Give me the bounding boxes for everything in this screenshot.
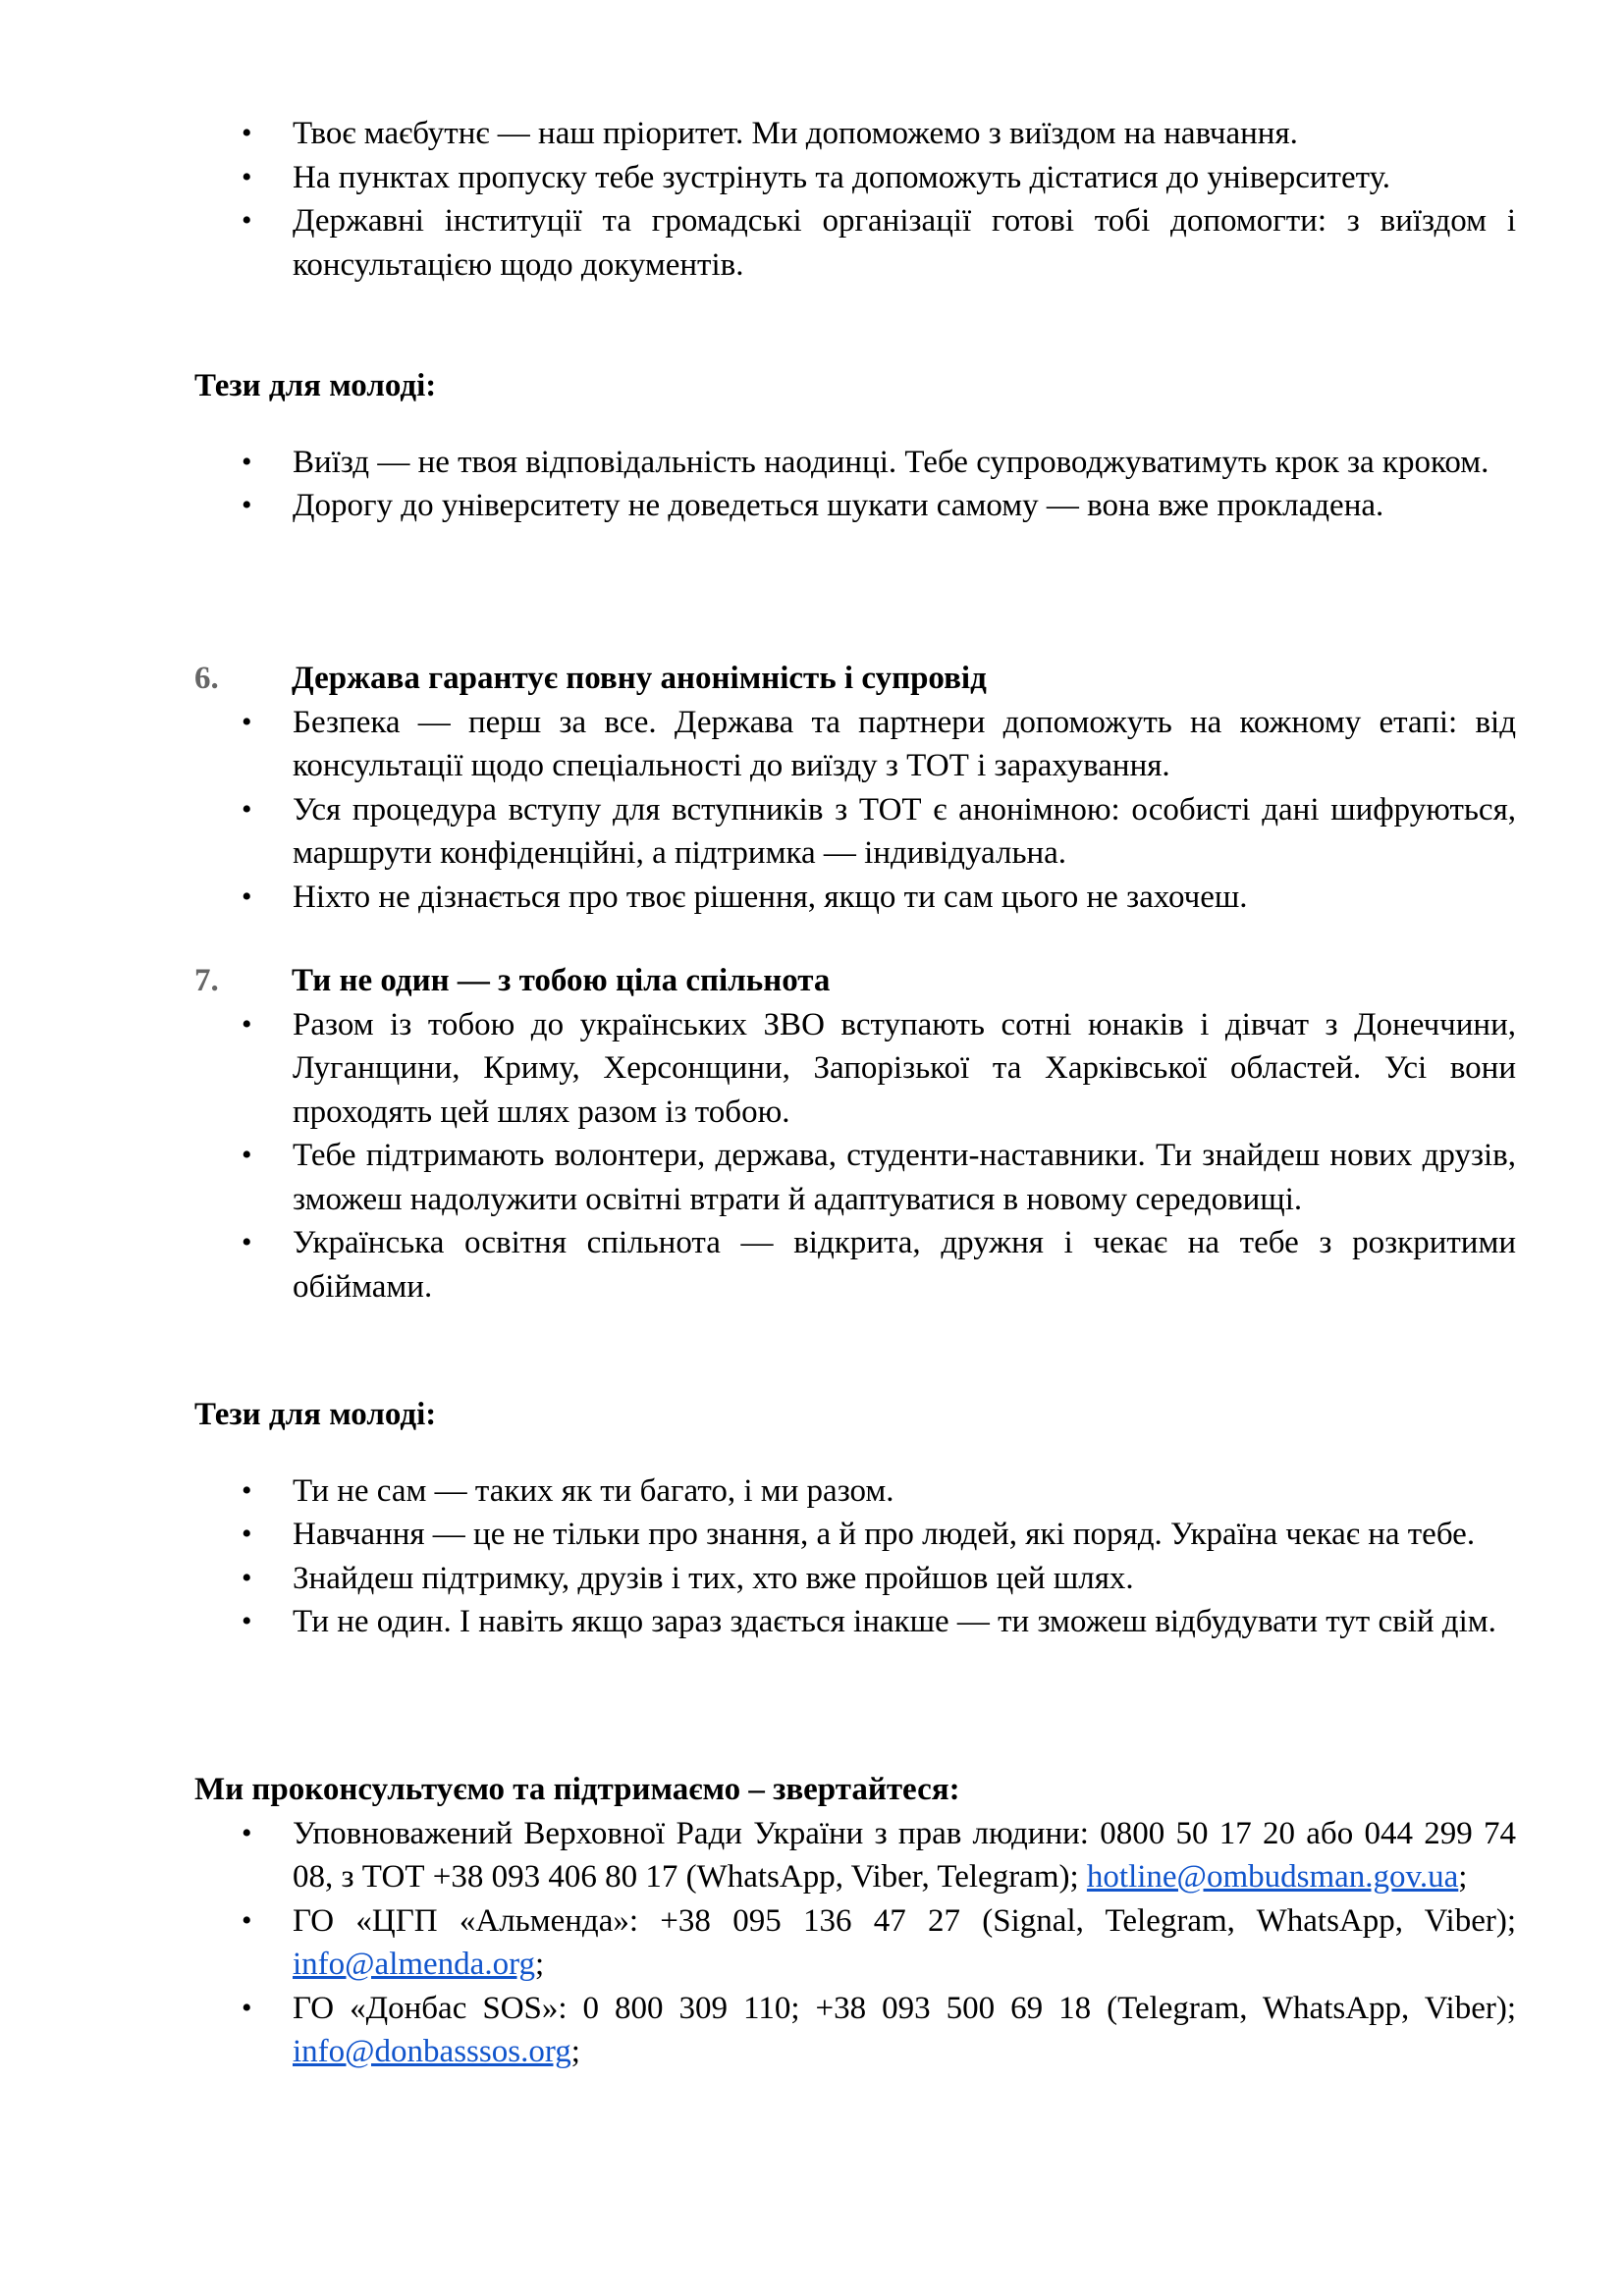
- list-item: • Знайдеш підтримку, друзів і тих, хто вже пройшов цей шлях.: [194, 1557, 1516, 1601]
- section-7: [194, 959, 1516, 1308]
- list-item: • Твоє маєбутнє — наш пріоритет. Ми допоможемо з виїздом на навчання.: [194, 112, 1516, 156]
- youth-theses-1: [194, 364, 1516, 528]
- youth-theses-2: [194, 1393, 1516, 1644]
- email-link-almenda[interactable]: info@almenda.org: [293, 1947, 535, 1982]
- contact-suffix: ;: [534, 1947, 545, 1982]
- section-7-list: [194, 1003, 1516, 1309]
- list-item: • Уся процедура вступу для вступників з ТОТ є анонімною: особисті дані шифруються, маршрути конфіденційні, а підтримка — індивідуальна.: [194, 788, 1516, 876]
- contact-suffix: ;: [570, 2034, 580, 2069]
- list-item: • Навчання — це не тільки про знання, а й про людей, які поряд. Україна чекає на тебе.: [194, 1513, 1516, 1557]
- youth-theses-2-list: [194, 1469, 1516, 1644]
- contact-text: ГО «ЦГП «Альменда»: +38 095 136 47 27 (Signal, Telegram, WhatsApp, Viber);: [293, 1902, 1516, 1939]
- contact-suffix: ;: [1458, 1859, 1468, 1895]
- section-title: Ти не один — з тобою ціла спільнота: [292, 963, 831, 998]
- list-item: • Ти не один. І навіть якщо зараз здається інакше — ти зможеш відбудувати тут свій дім.: [194, 1600, 1516, 1644]
- section-heading: Тези для молоді:: [194, 368, 437, 403]
- contact-text: Уповноважений Верховної Ради України з прав людини: 0800 50 17 20 або 044 299 74 08, з ТОТ +38 093 406 80 17 (WhatsApp, Viber, Telegram);: [293, 1815, 1516, 1895]
- list-item: • На пунктах пропуску тебе зустрінуть та допоможуть дістатися до університету.: [194, 156, 1516, 200]
- list-item: • Тебе підтримають волонтери, держава, студенти-наставники. Ти знайдеш нових друзів, зможеш надолужити освітні втрати й адаптуватися в новому середовищі.: [194, 1134, 1516, 1221]
- section-6-heading: [194, 657, 1516, 701]
- top-bullet-list: [194, 112, 1516, 287]
- section-7-heading: [194, 959, 1516, 1003]
- list-item: • Безпека — перш за все. Держава та партнери допоможуть на кожному етапі: від консультації щодо спеціальності до виїзду з ТОТ і зарахування.: [194, 701, 1516, 788]
- list-item: • Державні інституції та громадські організації готові тобі допомогти: з виїздом і консультацією щодо документів.: [194, 199, 1516, 287]
- contacts-list: [194, 1812, 1516, 2074]
- list-item: • Дорогу до університету не доведеться шукати самому — вона вже прокладена.: [194, 484, 1516, 528]
- contact-text: ГО «Донбас SOS»: 0 800 309 110; +38 093 500 69 18 (Telegram, WhatsApp, Viber);: [293, 1990, 1516, 2026]
- email-link-donbas-sos[interactable]: info@donbasssos.org: [293, 2034, 571, 2069]
- email-link-ombudsman[interactable]: hotline@ombudsman.gov.ua: [1086, 1859, 1459, 1895]
- section-6: [194, 657, 1516, 919]
- list-item: • Виїзд — не твоя відповідальність наодинці. Тебе супроводжуватимуть крок за кроком.: [194, 441, 1516, 485]
- top-bullets-block: [194, 112, 1516, 287]
- contacts-section: [194, 1768, 1516, 2074]
- list-item: • Ти не сам — таких як ти багато, і ми разом.: [194, 1469, 1516, 1514]
- section-6-list: [194, 701, 1516, 920]
- contact-item-donbas-sos: [194, 1987, 1516, 2074]
- list-item: • Ніхто не дізнається про твоє рішення, якщо ти сам цього не захочеш.: [194, 876, 1516, 920]
- contact-item-almenda: [194, 1899, 1516, 1987]
- section-number: 6.: [194, 661, 219, 696]
- youth-theses-1-list: [194, 441, 1516, 528]
- section-number: 7.: [194, 963, 219, 998]
- section-heading: Тези для молоді:: [194, 1397, 437, 1432]
- list-item: • Українська освітня спільнота — відкрита, дружня і чекає на тебе з розкритими обіймами.: [194, 1221, 1516, 1308]
- list-item: • Разом із тобою до українських ЗВО вступають сотні юнаків і дівчат з Донеччини, Луганщини, Криму, Херсонщини, Запорізької та Харківської областей. Усі вони проходять цей шлях разом із тобою.: [194, 1003, 1516, 1135]
- contact-item-ombudsman: [194, 1812, 1516, 1899]
- contacts-heading: Ми проконсультуємо та підтримаємо – звертайтеся:: [194, 1772, 960, 1807]
- section-title: Держава гарантує повну анонімність і супровід: [292, 661, 987, 696]
